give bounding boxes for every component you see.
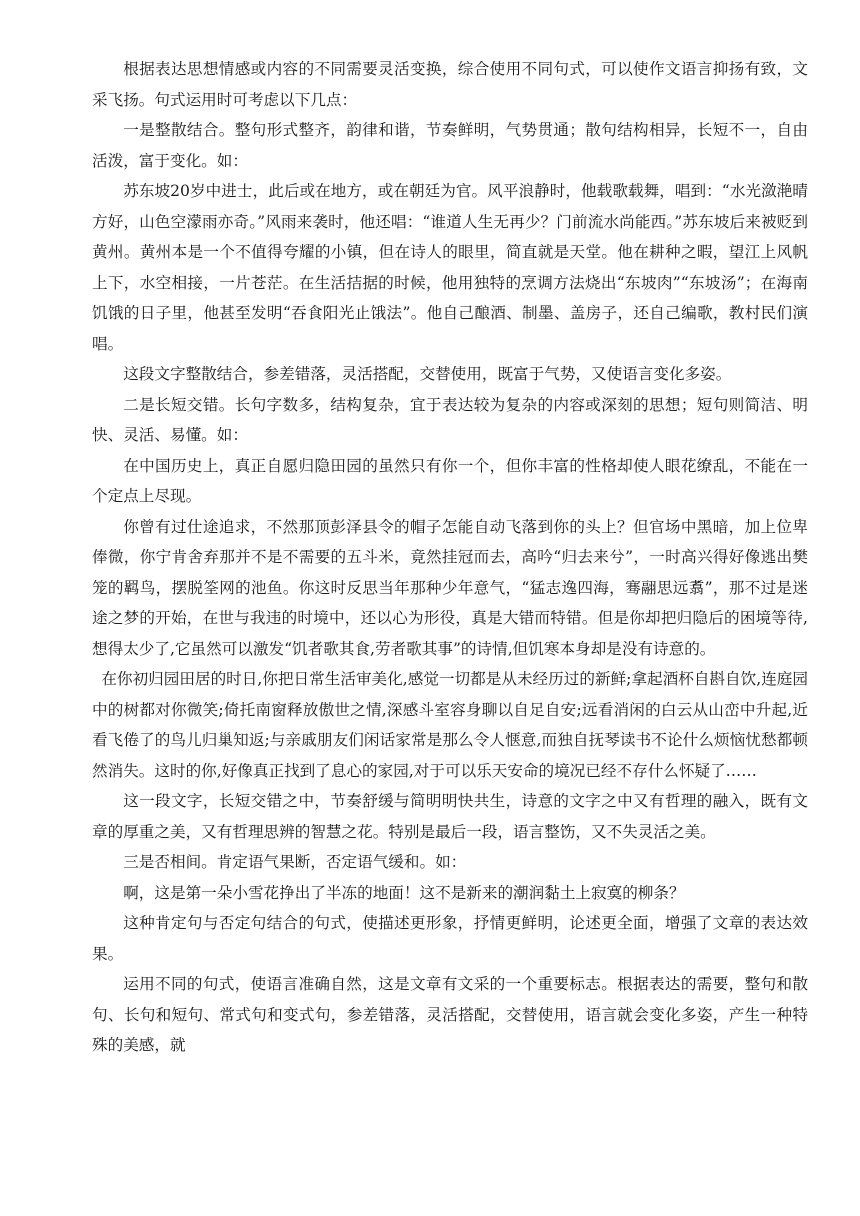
paragraph-point-one: 一是整散结合。整句形式整齐，韵律和谐，节奏鲜明，气势贯通；散句结构相异，长短不一，自由活泼，富于变化。如： <box>92 121 808 170</box>
paragraph-example-career: 你曾有过仕途追求，不然那顶彭泽县令的帽子怎能自动飞落到你的头上？但官场中黑暗，加上位卑俸微，你宁肯舍弃那并不是不需要的五斗米，竟然挂冠而去，高吟“归去来兮”，一时高兴得好像逃出樊笼的羁鸟，摆脱筌网的池鱼。你这时反思当年那种少年意气，“猛志逸四海，骞翮思远翥”，那不过是迷途之梦的开始，在世与我违的时境中，还以心为形役，真是大错而特错。但是你却把归隐后的困境等待,想得太少了,它虽然可以激发“饥者歌其食,劳者歌其事”的诗情,但饥寒本身却是没有诗意的。 <box>92 517 808 658</box>
paragraph-example-snowflake: 啊，这是第一朵小雪花挣出了半冻的地面！这不是新来的潮润黏土上寂寞的柳条？ <box>123 883 685 902</box>
paragraph-intro: 根据表达思想情感或内容的不同需要灵活变换，综合使用不同句式，可以使作文语言抑扬有致，文采飞扬。句式运用时可考虑以下几点： <box>92 60 808 109</box>
paragraph-comment-three: 这种肯定句与否定句结合的句式，使描述更形象，抒情更鲜明，论述更全面，增强了文章的表达效果。 <box>92 914 808 963</box>
paragraph-example-su-dongpo: 苏东坡20岁中进士，此后或在地方，或在朝廷为官。风平浪静时，他载歌载舞，唱到：“水光潋滟晴方好，山色空濛雨亦奇。”风雨来袭时，他还唱：“谁道人生无再少？门前流水尚能西。”苏东坡后来被贬到黄州。黄州本是一个不值得夸耀的小镇，但在诗人的眼里，简直就是天堂。他在耕种之暇，望江上风帆上下，水空相接，一片苍茫。在生活拮据的时候，他用独特的烹调方法烧出“东坡肉”“东坡汤”；在海南饥饿的日子里，他甚至发明“吞食阳光止饿法”。他自己酿酒、制墨、盖房子，还自己编歌，教村民们演唱。 <box>92 182 808 353</box>
paragraph-point-two: 二是长短交错。长句字数多，结构复杂，宜于表达较为复杂的内容或深刻的思想；短句则简洁、明快、灵活、易懂。如： <box>92 395 808 444</box>
paragraph-example-history: 在中国历史上，真正自愿归隐田园的虽然只有你一个，但你丰富的性格却使人眼花缭乱，不能在一个定点上尽现。 <box>92 456 808 505</box>
paragraph-conclusion: 运用不同的句式，使语言准确自然，这是文章有文采的一个重要标志。根据表达的需要，整句和散句、长句和短句、常式句和变式句，参差错落，灵活搭配，交替使用，语言就会变化多姿，产生一种特殊的美感，就 <box>92 975 808 1054</box>
paragraph-comment-one: 这段文字整散结合，参差错落，灵活搭配，交替使用，既富于气势，又使语言变化多姿。 <box>123 365 732 383</box>
document-body <box>92 54 808 1061</box>
paragraph-point-three: 三是否相间。肯定语气果断，否定语气缓和。如： <box>123 853 467 871</box>
paragraph-comment-two: 这一段文字，长短交错之中，节奏舒缓与简明明快共生，诗意的文字之中又有哲理的融入，既有文章的厚重之美，又有哲理思辨的智慧之花。特别是最后一段，语言整饬，又不失灵活之美。 <box>92 792 808 841</box>
paragraph-example-garden: 在你初归园田居的时日,你把日常生活审美化,感觉一切都是从未经历过的新鲜;拿起酒杯自斟自饮,连庭园中的树都对你微笑;倚托南窗释放傲世之情,深感斗室容身聊以自足自安;远看消闲的白云从山峦中升起,近看飞倦了的鸟儿归巢知返;与亲戚朋友们闲话家常是那么令人惬意,而独自抚琴读书不论什么烦恼忧愁都顿然消失。这时的你,好像真正找到了息心的家园,对于可以乐天安命的境况已经不存什么怀疑了…… <box>92 670 808 780</box>
